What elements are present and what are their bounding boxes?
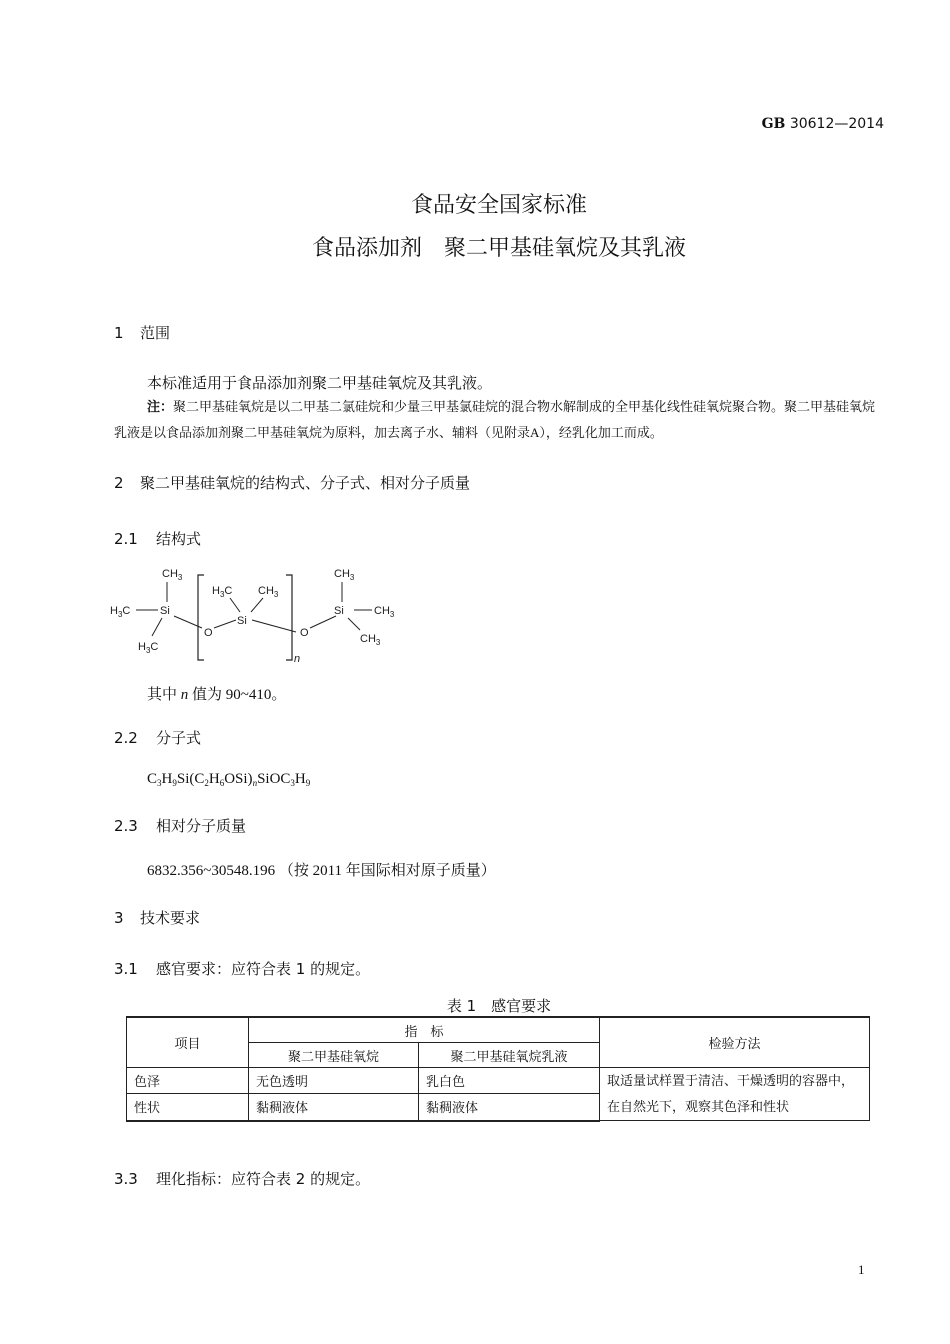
svg-text:H3C: $H_3C$ — [138, 641, 159, 655]
svg-text:CH3: $CH_3$ — [374, 605, 395, 619]
svg-text:CH3: $CH_3$ — [360, 633, 381, 647]
svg-text:H3C: $H_3C$ — [110, 605, 131, 619]
header-item: 项目 — [127, 1017, 249, 1068]
table-1-caption: 表 1 感官要求 — [446, 997, 552, 1015]
n-value-note: 其中 n 值为 90~410。 — [147, 687, 287, 703]
section-3-heading: 3 技术要求 — [114, 909, 201, 927]
svg-text:CH3: $CH_3$ — [162, 568, 183, 582]
svg-text:Si: Si — [237, 615, 247, 627]
section-1-note: 注：聚二甲基硅氧烷是以二甲基二氯硅烷和少量三甲基氯硅烷的混合物水解制成的全甲基化线性硅氧烷聚合物。聚二甲基硅氧烷乳液是以食品添加剂聚二甲基硅氧烷为原料，加去离子水、辅料（见附录A），经乳化加工而成。 — [114, 399, 876, 440]
section-1-heading: 1 范围 — [114, 324, 171, 342]
svg-text:CH3: $CH_3$ — [258, 585, 279, 599]
page-number: 1 — [858, 1262, 865, 1277]
molecular-formula: $C_3H_9Si(C_2H_6OSi)_nSiOC_3H_9$ — [147, 771, 311, 788]
svg-text:n: n — [294, 653, 301, 665]
header-col-silicone: 聚二甲基硅氧烷 — [249, 1043, 419, 1068]
section-2-1-heading: 2.1 结构式 — [114, 530, 202, 548]
document-subtitle: 食品添加剂 聚二甲基硅氧烷及其乳液 — [311, 236, 686, 261]
svg-text:Si: Si — [160, 605, 170, 617]
svg-text:Si: Si — [334, 605, 344, 617]
table-row: 色泽 无色透明 乳白色 取适量试样置于清洁、干燥透明的容器中，在自然光下，观察其色泽和性状 — [127, 1068, 870, 1094]
standard-code — [762, 116, 884, 132]
section-2-3-heading: 2.3 相对分子质量 — [114, 817, 247, 835]
section-2-heading: 2 聚二甲基硅氧烷的结构式、分子式、相对分子质量 — [114, 474, 471, 492]
standard-prefix: GB — [761, 116, 786, 132]
document-title: 食品安全国家标准 — [410, 193, 587, 218]
section-2-2-heading: 2.2 分子式 — [114, 729, 202, 747]
section-3-3-heading: 3.3 理化指标：应符合表 2 的规定。 — [114, 1170, 371, 1188]
table-row: 性状 黏稠液体 黏稠液体 — [127, 1094, 870, 1121]
svg-text:H3C: $H_3C$ — [212, 585, 233, 599]
section-1-body: 本标准适用于食品添加剂聚二甲基硅氧烷及其乳液。 — [147, 376, 493, 392]
sensory-requirements-table — [126, 1016, 870, 1122]
structural-formula — [108, 562, 408, 672]
molecular-mass: 6832.356~30548.196 （按 2011 年国际相对原子质量） — [147, 863, 496, 879]
svg-text:O: O — [204, 627, 213, 639]
svg-text:O: O — [300, 627, 309, 639]
header-index: 指 标 — [249, 1017, 600, 1043]
section-3-1-heading: 3.1 感官要求：应符合表 1 的规定。 — [114, 960, 371, 978]
header-col-emulsion: 聚二甲基硅氧烷乳液 — [419, 1043, 600, 1068]
svg-text:CH3: $CH_3$ — [334, 568, 355, 582]
header-method: 检验方法 — [600, 1017, 870, 1068]
standard-number: 30612—2014 — [789, 116, 884, 132]
method-cell: 取适量试样置于清洁、干燥透明的容器中，在自然光下，观察其色泽和性状 — [600, 1068, 870, 1121]
